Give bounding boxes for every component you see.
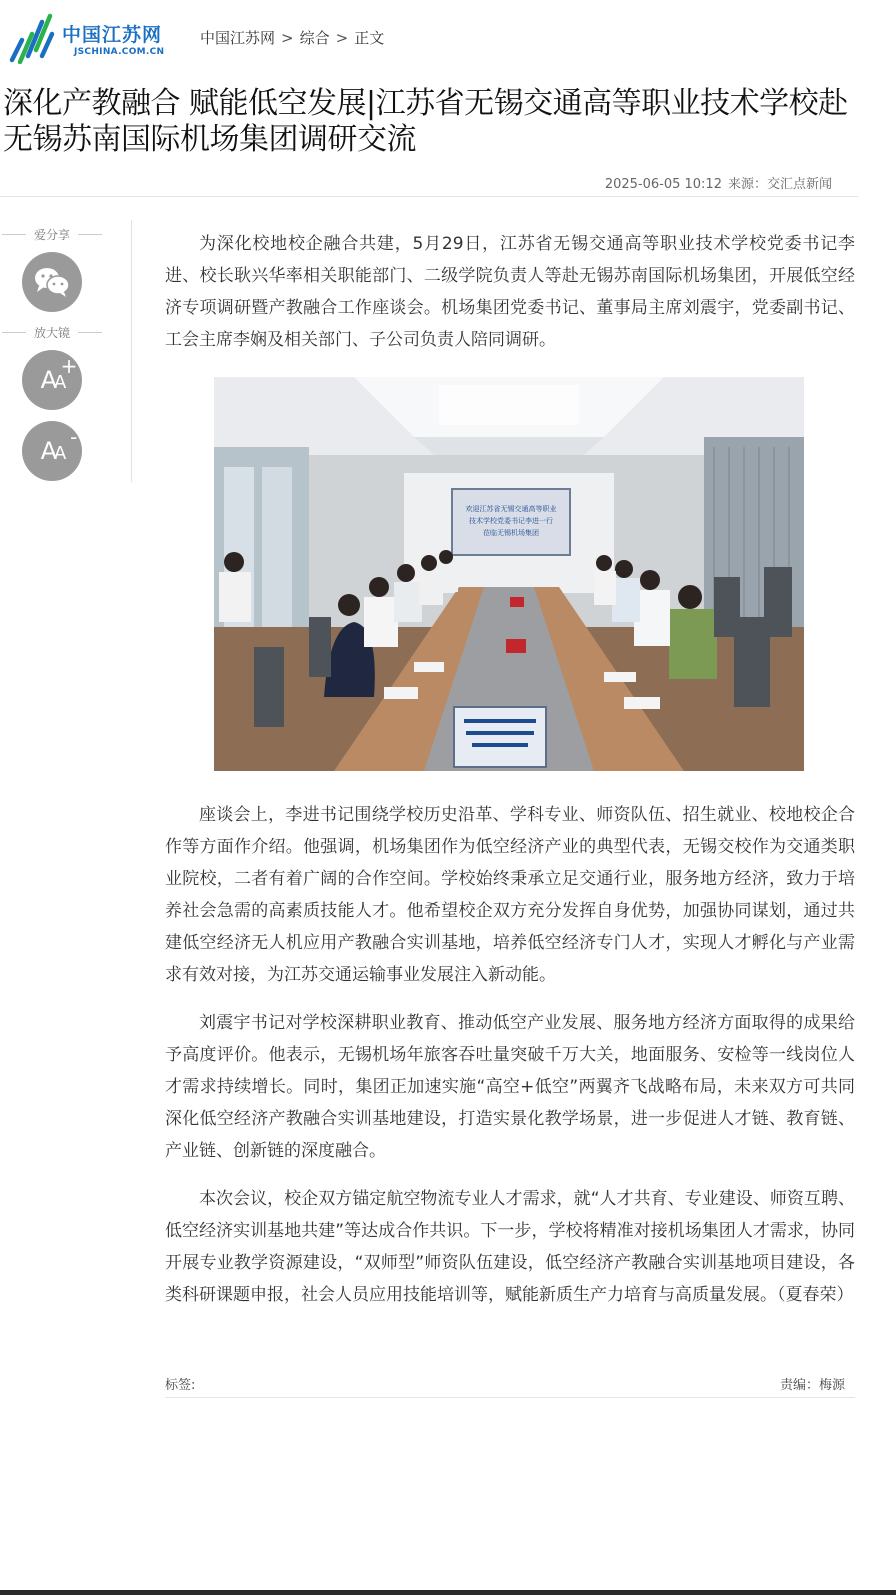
font-increase-icon: AA + <box>40 354 78 394</box>
logo-text-cn: 中国江苏网 <box>62 24 163 46</box>
share-label: 爱分享 <box>0 226 104 243</box>
divider <box>165 1397 855 1398</box>
font-decrease-button[interactable] <box>22 421 82 481</box>
meeting-room-image <box>214 377 804 771</box>
wechat-icon <box>33 266 71 298</box>
article-paragraph: 为深化校地校企融合共建，5月29日，江苏省无锡交通高等职业技术学校党委书记李进、校长耿兴华率相关职能部门、二级学院负责人等赴无锡苏南国际机场集团，开展低空经济专项调研暨产教融合工作座谈会。机场集团党委书记、董事局主席刘震宇，党委副书记、工会主席李娴及相关部门、子公司负责人陪同调研。 <box>165 234 855 350</box>
wechat-share-button[interactable] <box>22 252 82 312</box>
editor-name: 梅源 <box>818 1378 845 1393</box>
breadcrumb <box>200 27 384 48</box>
editor-info <box>780 1374 845 1393</box>
article-paragraph: 刘震宇书记对学校深耕职业教育、推动低空产业发展、服务地方经济方面取得的成果给予高度评价。他表示，无锡机场年旅客吞吐量突破千万大关，地面服务、安检等一线岗位人才需求持续增长。同时，集团正加速实施“高空+低空”两翼齐飞战略布局，未来双方可共同深化低空经济产教融合实训基地建设，打造实景化教学场景，进一步促进人才链、教育链、产业链、创新链的深度融合。 <box>165 1013 855 1161</box>
divider <box>0 196 858 197</box>
article-title: 深化产教融合 赋能低空发展|江苏省无锡交通高等职业技术学校赴无锡苏南国际机场集团调研交流 <box>3 86 848 157</box>
logo-mark-icon <box>6 12 56 64</box>
tags-label: 标签: <box>165 1378 196 1393</box>
screen-banner-line: 技术学校党委书记李进一行 <box>469 518 553 525</box>
breadcrumb-separator: > <box>335 29 349 47</box>
article-paragraph: 本次会议，校企双方锚定航空物流专业人才需求，就“人才共育、专业建设、师资互聘、低空经济实训基地共建”等达成合作共识。下一步，学校将精准对接机场集团人才需求，协同开展专业教学资源建设，“双师型”师资队伍建设，低空经济产教融合实训基地项目建设，各类科研课题申报，社会人员应用技能培训等，赋能新质生产力培育与高质量发展。（夏春荣） <box>165 1189 855 1305</box>
logo-text-en: JSCHINA.COM.CN <box>74 47 165 57</box>
breadcrumb-home[interactable]: 中国江苏网 <box>200 29 276 47</box>
article-source: 交汇点新闻 <box>766 177 832 192</box>
bottom-bar <box>0 1590 896 1595</box>
site-header <box>0 0 896 76</box>
article-footer <box>165 1374 855 1398</box>
font-decrease-icon: AA - <box>40 425 78 465</box>
article-datetime: 2025-06-05 10:12 <box>604 177 722 192</box>
font-increase-button[interactable] <box>22 350 82 410</box>
article-meta <box>599 173 832 192</box>
breadcrumb-current: 正文 <box>354 29 385 47</box>
breadcrumb-category[interactable]: 综合 <box>299 29 330 47</box>
screen-banner-line: 欢迎江苏省无锡交通高等职业 <box>465 506 557 513</box>
site-logo[interactable] <box>6 10 166 66</box>
editor-label: 责编： <box>779 1378 819 1393</box>
screen-banner-line: 莅临无锡机场集团 <box>483 530 539 537</box>
article-photo[interactable] <box>214 377 804 771</box>
article-paragraph: 座谈会上，李进书记围绕学校历史沿革、学科专业、师资队伍、招生就业、校地校企合作等方面作介绍。他强调，机场集团作为低空经济产业的典型代表，无锡交校作为交通类职业院校，二者有着广阔的合作空间。学校始终秉承立足交通行业，服务地方经济，致力于培养社会急需的高素质技能人才。他希望校企双方充分发挥自身优势，加强协同谋划，通过共建低空经济无人机应用产教融合实训基地，培养低空经济专门人才，实现人才孵化与产业需求有效对接，为江苏交通运输事业发展注入新动能。 <box>165 805 855 985</box>
sidebar-tools <box>0 220 132 482</box>
breadcrumb-separator: > <box>281 29 294 47</box>
zoom-label: 放大镜 <box>0 324 104 341</box>
article-source-label: 来源： <box>727 177 767 192</box>
